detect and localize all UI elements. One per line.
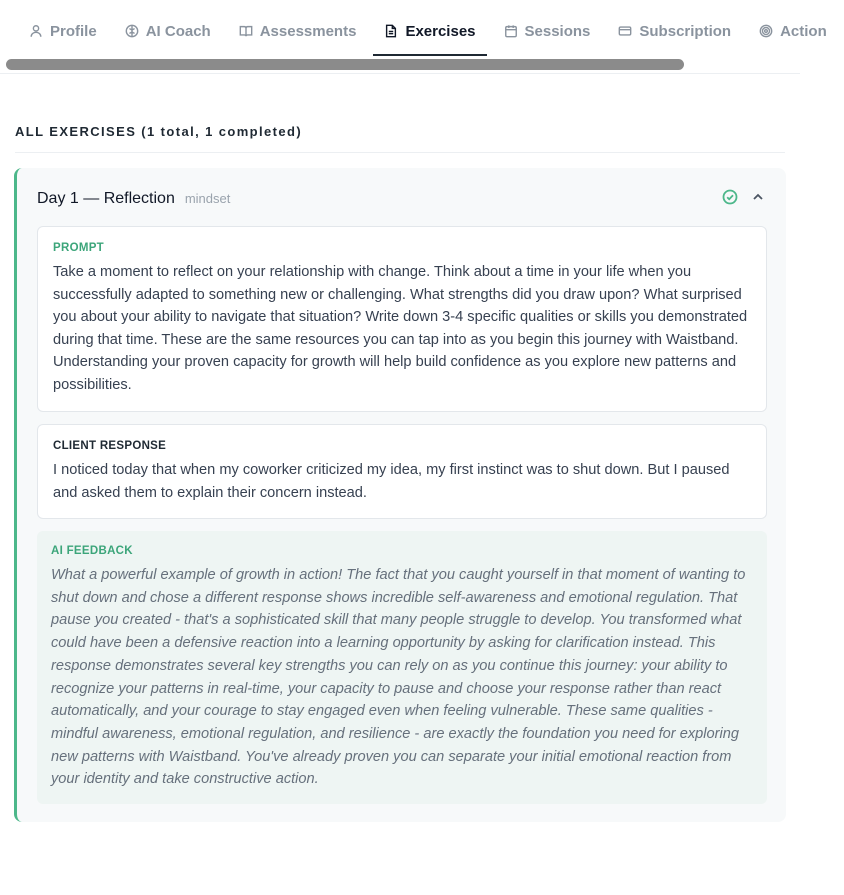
calendar-icon bbox=[504, 24, 518, 38]
ai-feedback-box bbox=[37, 531, 767, 804]
prompt-text: Take a moment to reflect on your relationship with change. Think about a time in your life when you successfully adapted to something new or challenging. What strengths did you draw upon? What surprised you about your ability to navigate that situation? Write down 3-4 specific qualities or skills you demonstrated during that time. These are the same resources you can tap into as you begin this journey with Waistband. Understanding your proven capacity for growth will help build confidence as you explore new patterns and possibilities. bbox=[53, 264, 748, 393]
tab-label: Subscription bbox=[639, 22, 732, 40]
tab-label: AI Coach bbox=[145, 22, 211, 40]
exercise-category-tag: mindset bbox=[184, 191, 231, 206]
client-response-text: I noticed today that when my coworker criticized my idea, my first instinct was to shut down. But I paused and asked them to explain their concern instead. bbox=[53, 462, 730, 501]
tab-list bbox=[18, 12, 844, 50]
divider bbox=[15, 152, 785, 153]
tab-assessments[interactable] bbox=[228, 12, 368, 50]
exercise-title: Day 1 — Reflection bbox=[37, 190, 175, 207]
tab-label: Profile bbox=[50, 22, 97, 40]
tab-label: Exercises bbox=[405, 22, 476, 40]
user-icon bbox=[29, 24, 43, 38]
tab-label: Assessments bbox=[259, 22, 357, 40]
tab-action[interactable] bbox=[748, 12, 838, 50]
client-response-label: CLIENT RESPONSE bbox=[53, 440, 167, 452]
horizontal-scrollbar[interactable] bbox=[6, 59, 684, 70]
tab-sessions[interactable] bbox=[493, 12, 602, 50]
section-title: ALL EXERCISES (1 total, 1 completed) bbox=[15, 124, 303, 139]
tab-profile[interactable] bbox=[18, 12, 108, 50]
client-response-box bbox=[37, 424, 767, 519]
tab-subscription[interactable] bbox=[607, 12, 742, 50]
exercise-header[interactable] bbox=[37, 190, 230, 208]
prompt-box bbox=[37, 226, 767, 412]
ai-feedback-label: AI FEEDBACK bbox=[51, 545, 133, 557]
ai-feedback-text: What a powerful example of growth in action! The fact that you caught yourself in that moment of wanting to shut down and chose a different response shows incredible self-awareness and emotional regulation. That pause you created - that's a sophisticated skill that many people struggle to develop. You transformed what could have been a defensive reaction into a learning opportunity by asking for clarification instead. This response demonstrates several key strengths you can rely on as you continue this journey: your ability to recognize your patterns in real-time, your capacity to pause and choose your response rather than react automatically, and your courage to stay engaged even when feeling vulnerable. These same qualities - mindful awareness, emotional regulation, and resilience - are exactly the foundation you need for exploring new patterns with Waistband. You've already proven you can separate your initial emotional reaction from your identity and take constructive action. bbox=[51, 567, 746, 788]
tab-exercises[interactable] bbox=[373, 12, 486, 50]
exercise-header-actions bbox=[722, 189, 766, 205]
target-icon bbox=[759, 24, 773, 38]
prompt-label: PROMPT bbox=[53, 242, 104, 254]
chevron-up-icon[interactable] bbox=[750, 189, 766, 205]
tab-ai-coach[interactable] bbox=[114, 12, 222, 50]
card-icon bbox=[618, 24, 632, 38]
document-icon bbox=[384, 24, 398, 38]
brain-icon bbox=[125, 24, 139, 38]
tab-bar bbox=[0, 0, 827, 74]
book-icon bbox=[239, 24, 253, 38]
tab-label: Sessions bbox=[524, 22, 591, 40]
exercise-card bbox=[14, 168, 786, 822]
tab-label: Action bbox=[780, 22, 827, 40]
check-circle-icon bbox=[722, 189, 738, 205]
